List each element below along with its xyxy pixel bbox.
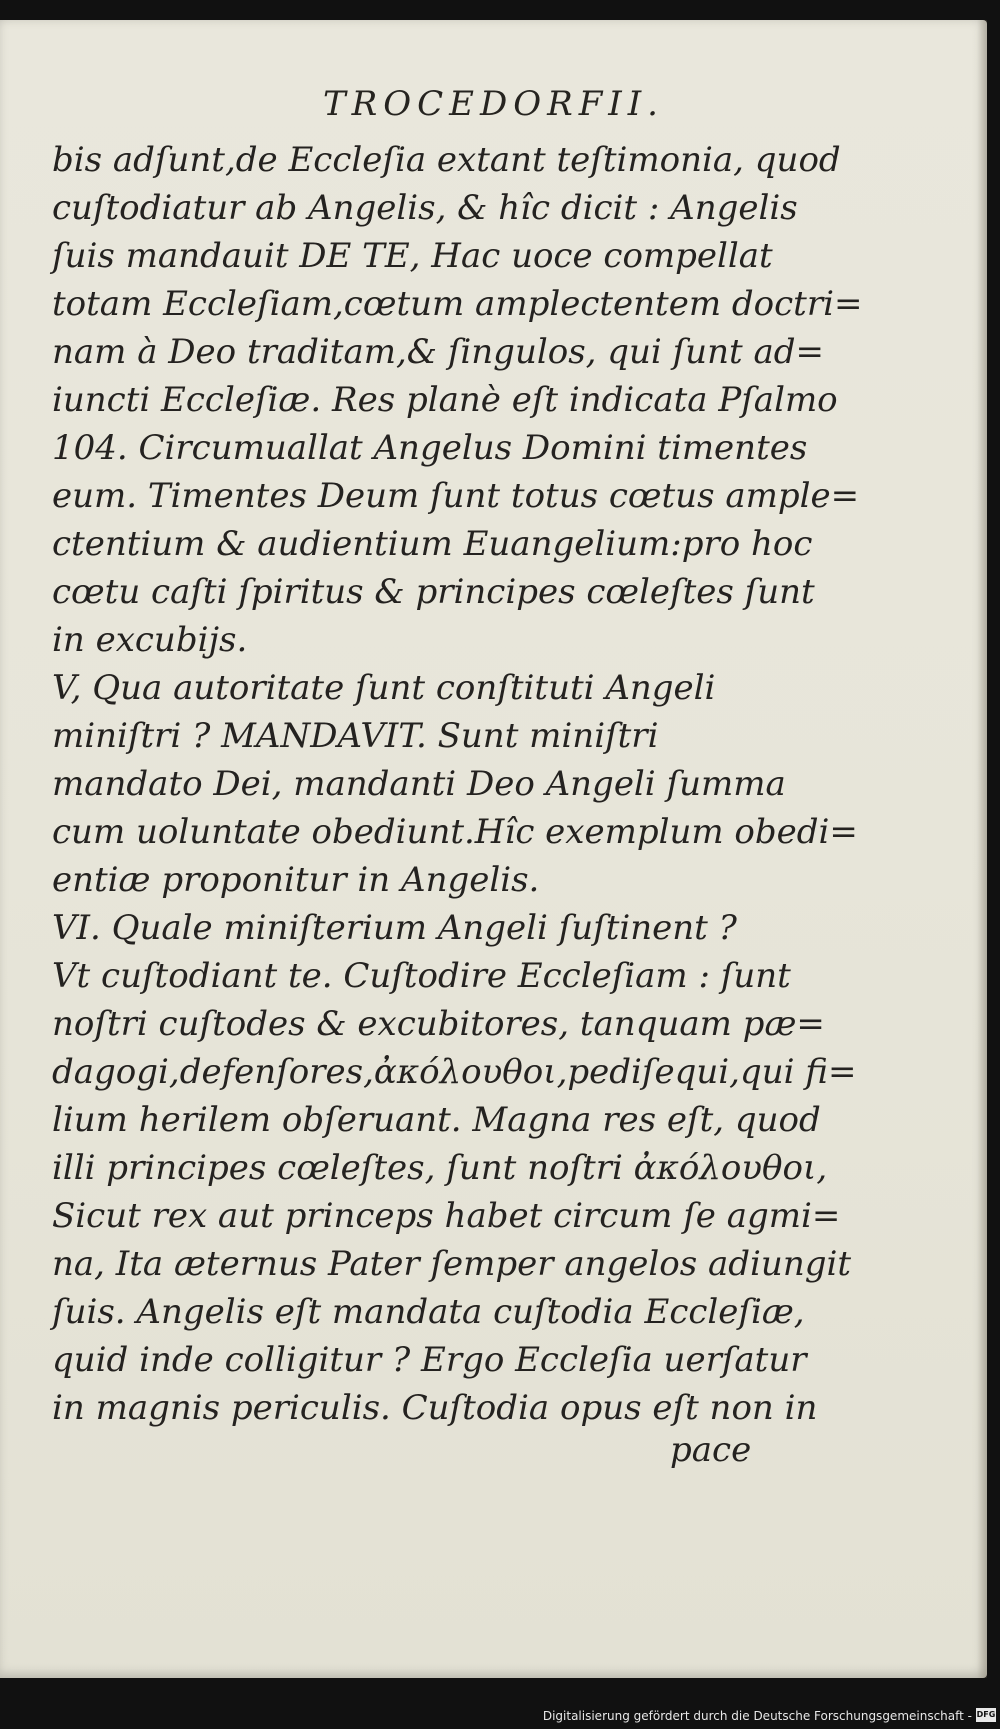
text-line: noſtri cuſtodes & excubitores, tanquam pæ= [52,1004,825,1044]
text-line: Sicut rex aut princeps habet circum ſe agmi= [52,1196,841,1236]
text-line: ſuis mandauit DE TE, Hac uoce compellat [52,236,773,276]
text-line: cum uoluntate obediunt.Hîc exemplum obedi= [52,812,858,852]
text-line: dagogi,defenſores,ἀκόλουθοι,pediſequi,qui fi= [52,1052,857,1092]
text-line: ſuis. Angelis eſt mandata cuſtodia Eccleſiæ, [52,1292,805,1332]
text-line: in excubijs. [52,620,248,660]
text-line: bis adſunt,de Eccleſia extant teſtimonia, quod [52,140,841,180]
text-line: Vt cuſtodiant te. Cuſtodire Eccleſiam : ſunt [52,956,791,996]
text-line: mandato Dei, mandanti Deo Angeli ſumma [52,764,786,804]
body-text [52,136,863,1432]
text-line: nam à Deo traditam,& ſingulos, qui ſunt ad= [52,332,824,372]
footer-bar [0,1704,1000,1729]
running-head: TROCEDORFII. [323,84,664,124]
text-line: cuſtodiatur ab Angelis, & hîc dicit : Angelis [52,188,798,228]
text-line: lium herilem obſeruant. Magna res eſt, quod [52,1100,821,1140]
text-line: cœtu caſti ſpiritus & principes cœleſtes ſunt [52,572,815,612]
text-line: in magnis periculis. Cuſtodia opus eſt non in [52,1388,818,1428]
text-line: entiæ proponitur in Angelis. [52,860,540,900]
text-line: eum. Timentes Deum ſunt totus cœtus ample= [52,476,860,516]
catchword: pace [670,1430,752,1470]
book-page [0,20,987,1678]
text-line: illi principes cœleſtes, ſunt noſtri ἀκόλουθοι, [52,1148,828,1188]
dfg-logo-icon: DFG [976,1708,996,1722]
text-line: V, Qua autoritate ſunt conſtituti Angeli [52,668,716,708]
text-line: iuncti Eccleſiæ. Res planè eſt indicata Pſalmo [52,380,838,420]
page-edge-shadow [977,20,987,1678]
text-line: totam Eccleſiam,cœtum amplectentem doctri= [52,284,863,324]
text-line: VI. Quale miniſterium Angeli ſuſtinent ? [52,908,737,948]
text-line: 104. Circumuallat Angelus Domini timentes [52,428,808,468]
funding-credit: Digitalisierung gefördert durch die Deutsche Forschungsgemeinschaft - [542,1709,972,1723]
text-line: miniſtri ? MANDAVIT. Sunt miniſtri [52,716,659,756]
text-line: na, Ita æternus Pater ſemper angelos adiungit [52,1244,852,1284]
text-line: quid inde colligitur ? Ergo Eccleſia uerſatur [52,1340,807,1380]
text-line: ctentium & audientium Euangelium:pro hoc [52,524,813,564]
